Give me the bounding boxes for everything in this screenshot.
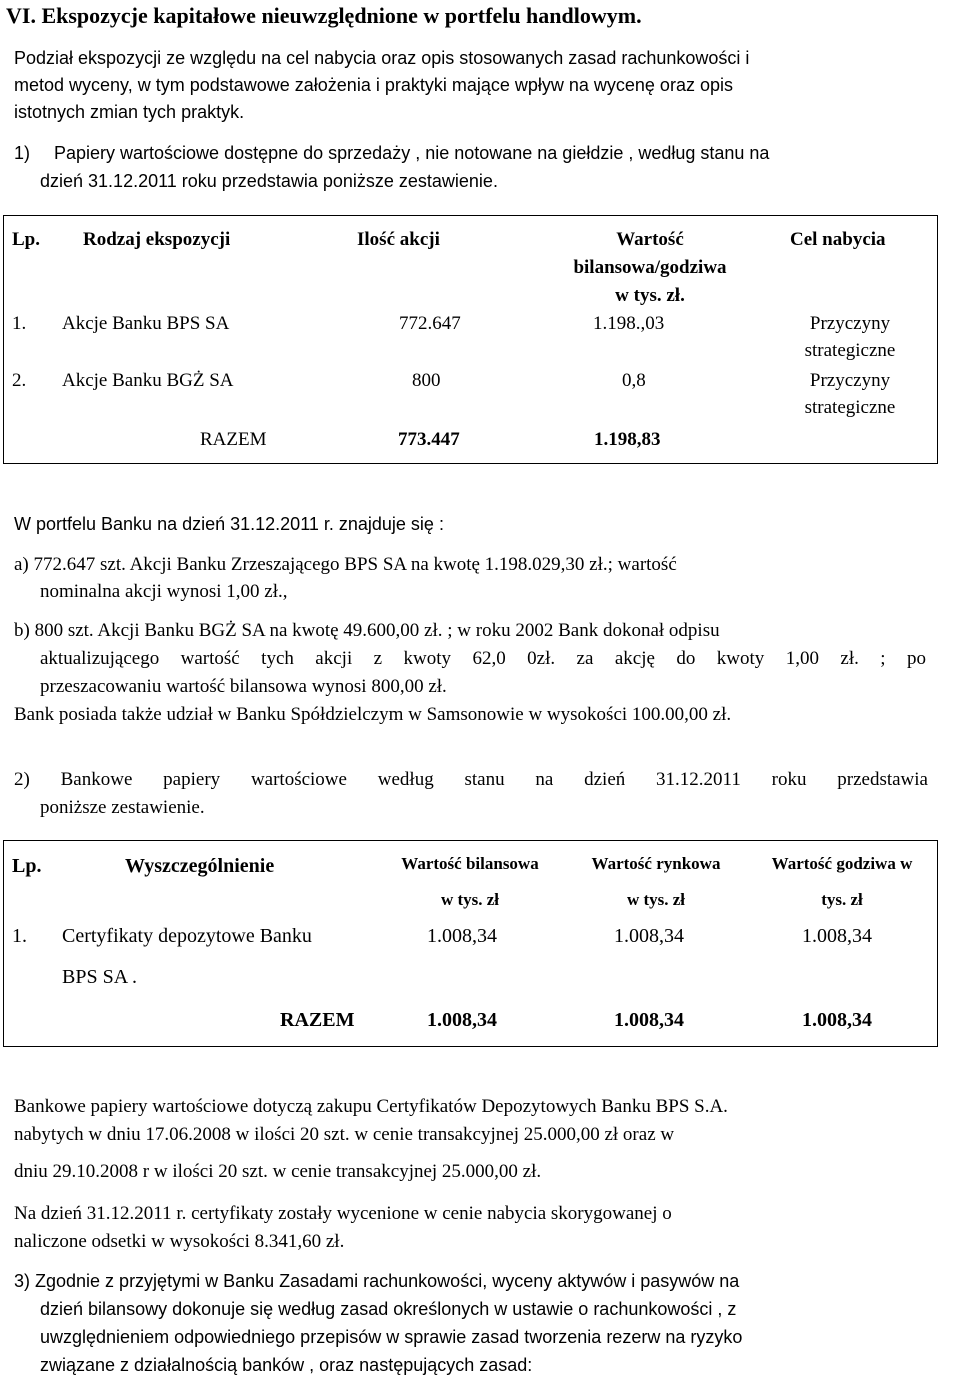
t2-total-godziwa: 1.008,34 xyxy=(802,1009,872,1031)
t2-header-rynkowa-1: Wartość rynkowa xyxy=(591,854,721,873)
t2-header-wyszczegolnienie: Wyszczególnienie xyxy=(125,855,275,877)
t1-header-ilosc: Ilość akcji xyxy=(357,229,440,250)
t1-row2-cel-1: Przyczyny xyxy=(809,370,891,391)
portfolio-a-line-1: a) 772.647 szt. Akcji Banku Zrzeszającego BPS SA na kwotę 1.198.029,30 zł.; wartość xyxy=(14,554,677,575)
intro-line-3: istotnych zmian tych praktyk. xyxy=(14,102,245,122)
t1-header-wartosc-1: Wartość xyxy=(616,229,684,250)
t2-row1-lp: 1. xyxy=(12,925,27,947)
portfolio-b-line-1: b) 800 szt. Akcji Banku BGŻ SA na kwotę 49.600,00 zł. ; w roku 2002 Bank dokonał odpisu xyxy=(14,620,720,641)
portfolio-b-line-3: przeszacowaniu wartość bilansowa wynosi 800,00 zł. xyxy=(40,676,447,697)
portfolio-intro: W portfelu Banku na dzień 31.12.2011 r. znajduje się : xyxy=(14,514,444,534)
certificates-line-3: dniu 29.10.2008 r w ilości 20 szt. w cenie transakcyjnej 25.000,00 zł. xyxy=(14,1161,542,1182)
t2-total-bilansowa: 1.008,34 xyxy=(427,1009,497,1031)
t1-header-wartosc-2: bilansowa/godziwa xyxy=(573,257,727,278)
bank-share: Bank posiada także udział w Banku Spółdzielczym w Samsonowie w wysokości 100.00,00 zł. xyxy=(14,704,732,725)
t1-total-label: RAZEM xyxy=(200,429,267,450)
t1-row2-wartosc: 0,8 xyxy=(622,370,646,391)
intro-line-2: metod wyceny, w tym podstawowe założenia i praktyki mające wpływ na wycenę oraz opis xyxy=(14,75,733,95)
intro-line-1: Podział ekspozycji ze względu na cel nabycia oraz opis stosowanych zasad rachunkowości i xyxy=(14,48,750,68)
certificates-line-2: nabytych w dniu 17.06.2008 w ilości 20 szt. w cenie transakcyjnej 25.000,00 zł oraz w xyxy=(14,1124,675,1145)
t1-total-ilosc: 773.447 xyxy=(398,429,460,450)
t1-header-cel: Cel nabycia xyxy=(790,229,886,250)
t1-row1-cel-2: strategiczne xyxy=(804,340,896,361)
item1-line-2: dzień 31.12.2011 roku przedstawia poniższe zestawienie. xyxy=(40,171,498,191)
t2-total-rynkowa: 1.008,34 xyxy=(614,1009,684,1031)
t2-row1-name-2: BPS SA . xyxy=(62,966,138,988)
t2-total-label: RAZEM xyxy=(280,1009,355,1031)
t1-row1-lp: 1. xyxy=(12,313,27,334)
section-title: VI. Ekspozycje kapitałowe nieuwzględnione w portfelu handlowym. xyxy=(6,3,642,28)
item2-line-1: 2) Bankowe papiery wartościowe według stanu na dzień 31.12.2011 roku przedstawia xyxy=(14,769,928,790)
item1-number: 1) xyxy=(14,143,31,163)
t1-row2-cel-2: strategiczne xyxy=(804,397,896,418)
t1-row2-rodzaj: Akcje Banku BGŻ SA xyxy=(62,370,234,391)
portfolio-a-line-2: nominalna akcji wynosi 1,00 zł., xyxy=(40,581,288,602)
t1-header-wartosc-3: w tys. zł. xyxy=(615,285,685,306)
t2-header-godziwa-2: tys. zł xyxy=(821,890,863,909)
t2-header-godziwa-1: Wartość godziwa w xyxy=(771,854,913,873)
t1-header-lp: Lp. xyxy=(12,229,40,250)
item2-line-2: poniższe zestawienie. xyxy=(40,797,205,818)
item3-line-3: uwzględnieniem odpowiedniego przepisów w sprawie zasad tworzenia rezerw na ryzyko xyxy=(40,1327,743,1347)
item1-line-1: Papiery wartościowe dostępne do sprzedaży , nie notowane na giełdzie , według stanu na xyxy=(54,143,770,163)
t2-header-lp: Lp. xyxy=(12,855,42,877)
t2-header-bilansowa-1: Wartość bilansowa xyxy=(401,854,539,873)
t1-row2-ilosc: 800 xyxy=(412,370,441,391)
t1-row2-lp: 2. xyxy=(12,370,27,391)
item3-line-2: dzień bilansowy dokonuje się według zasad określonych w ustawie o rachunkowości , z xyxy=(40,1299,737,1319)
t2-header-bilansowa-2: w tys. zł xyxy=(440,890,500,909)
valuation-line-1: Na dzień 31.12.2011 r. certyfikaty zostały wycenione w cenie nabycia skorygowanej o xyxy=(14,1203,672,1224)
item3-line-4: związane z działalnością banków , oraz następujących zasad: xyxy=(40,1355,533,1375)
t2-row1-bilansowa: 1.008,34 xyxy=(427,925,497,947)
t1-total-wartosc: 1.198,83 xyxy=(594,429,661,450)
item3-line-1: 3) Zgodnie z przyjętymi w Banku Zasadami rachunkowości, wyceny aktywów i pasywów na xyxy=(14,1271,740,1291)
t2-header-rynkowa-2: w tys. zł xyxy=(626,890,686,909)
certificates-line-1: Bankowe papiery wartościowe dotyczą zakupu Certyfikatów Depozytowych Banku BPS S.A. xyxy=(14,1096,728,1117)
t2-row1-name-1: Certyfikaty depozytowe Banku xyxy=(62,925,312,947)
t1-row1-rodzaj: Akcje Banku BPS SA xyxy=(62,313,230,334)
portfolio-b-line-2: aktualizującego wartość tych akcji z kwoty 62,0 0zł. za akcję do kwoty 1,00 zł. ; po xyxy=(40,648,926,669)
valuation-line-2: naliczone odsetki w wysokości 8.341,60 zł. xyxy=(14,1231,345,1252)
t2-row1-godziwa: 1.008,34 xyxy=(802,925,872,947)
t1-header-rodzaj: Rodzaj ekspozycji xyxy=(83,229,231,250)
t2-row1-rynkowa: 1.008,34 xyxy=(614,925,684,947)
t1-row1-cel-1: Przyczyny xyxy=(809,313,891,334)
t1-row1-wartosc: 1.198.,03 xyxy=(593,313,665,334)
t1-row1-ilosc: 772.647 xyxy=(399,313,461,334)
